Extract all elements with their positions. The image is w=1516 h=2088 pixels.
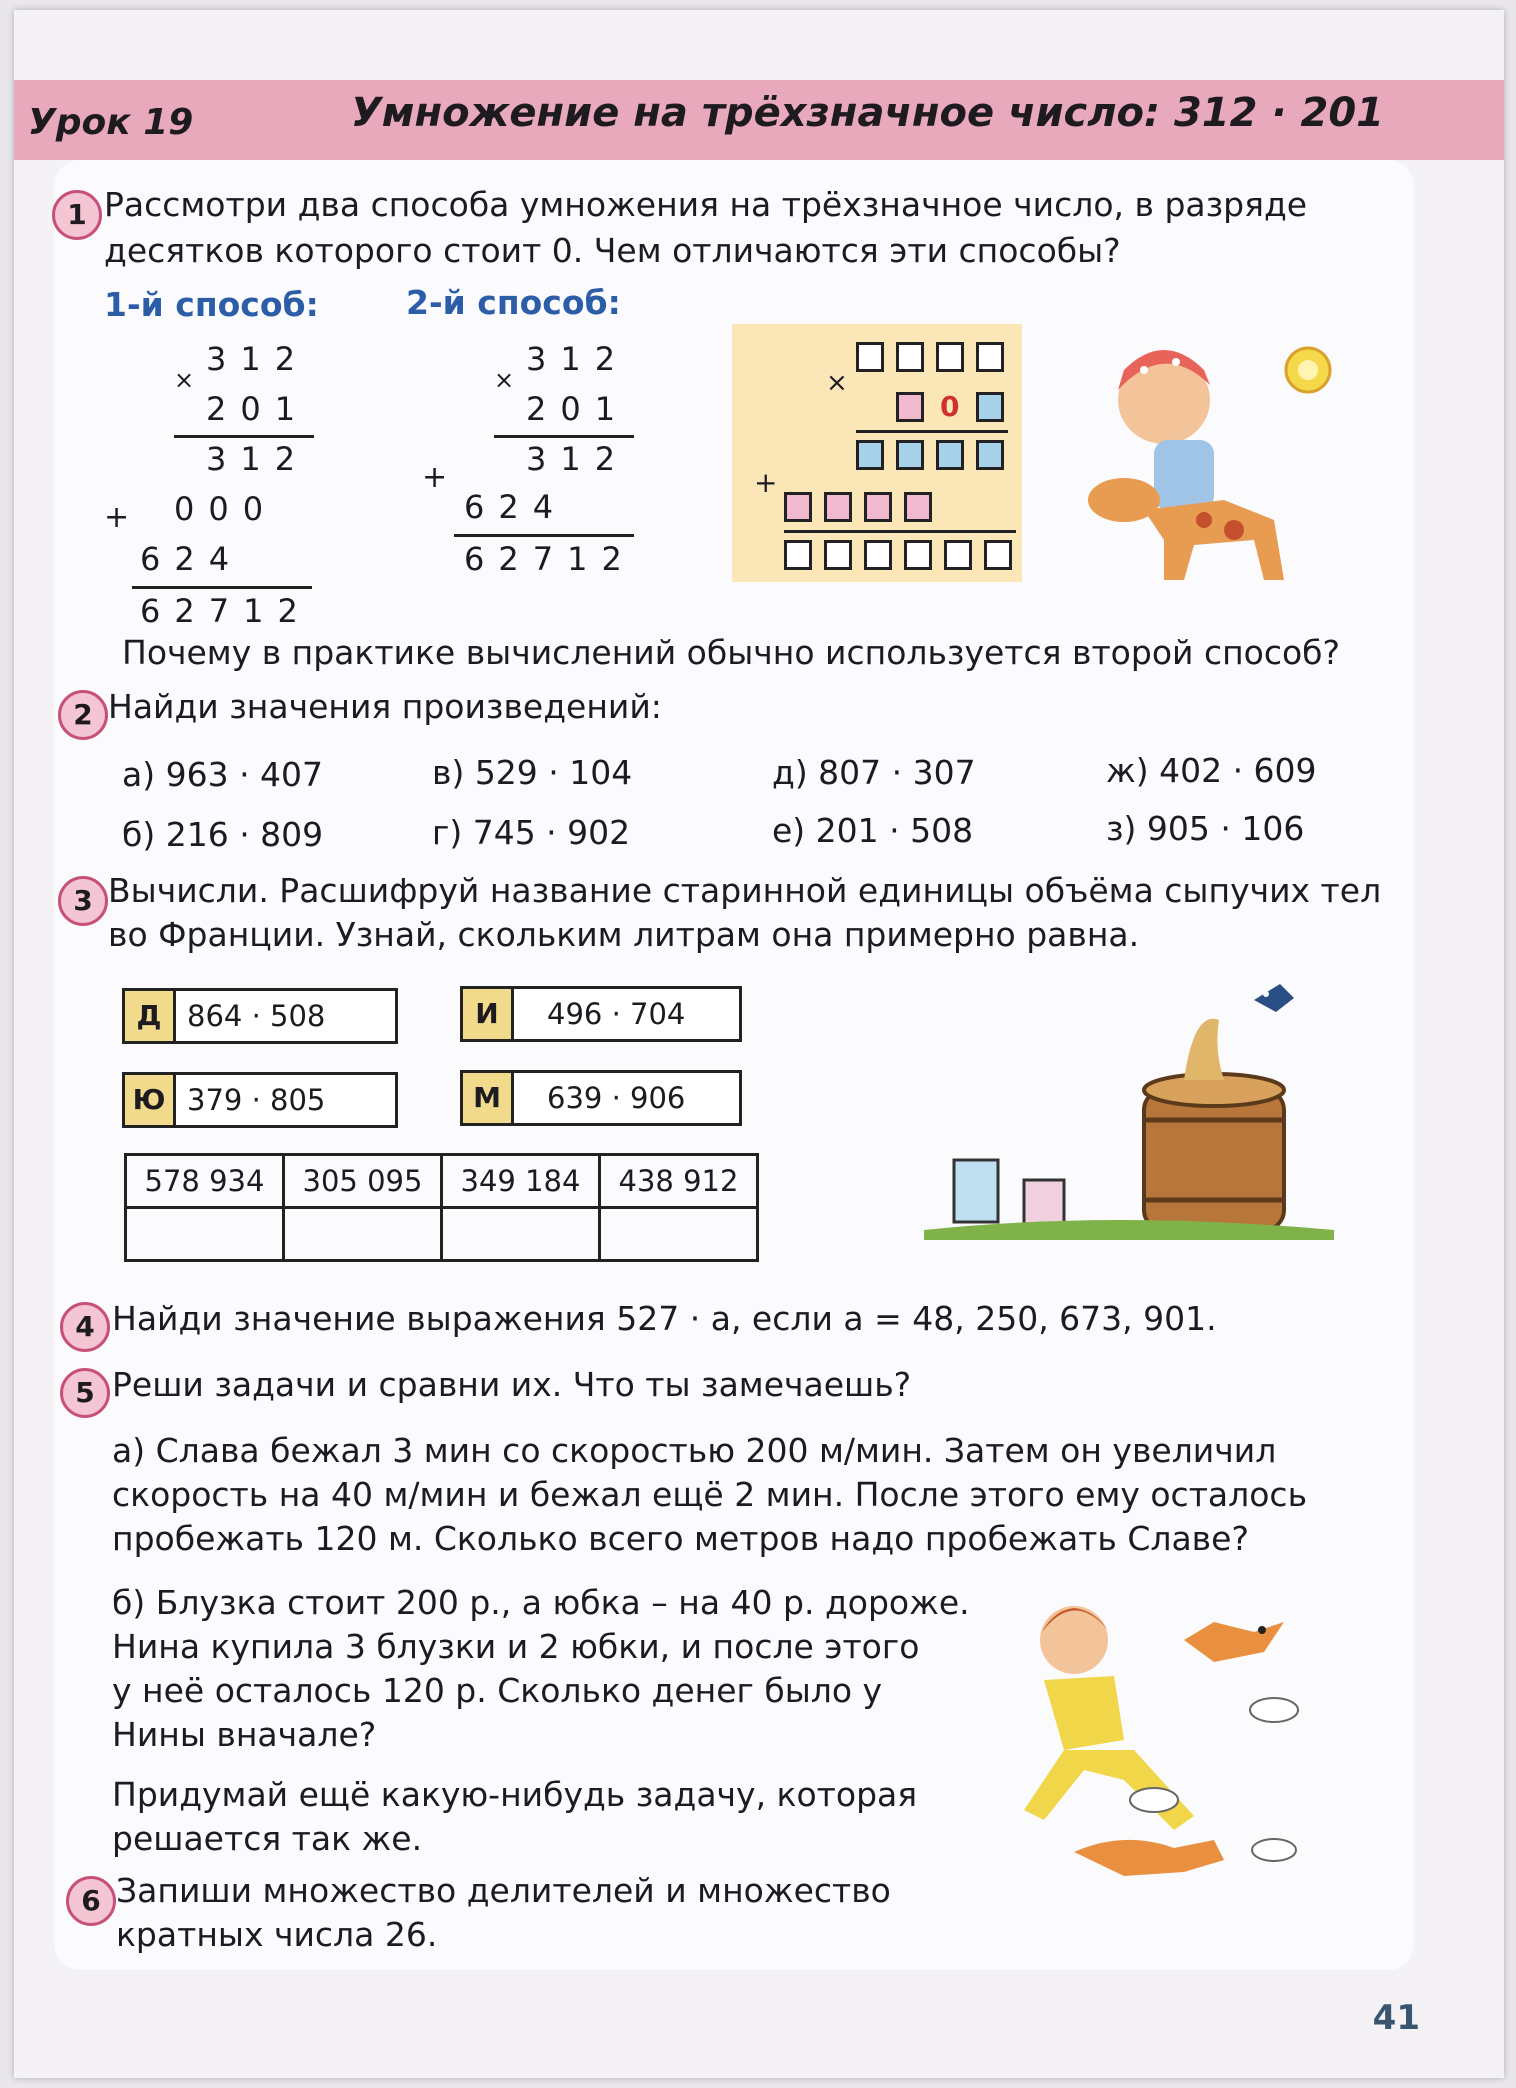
m1-factor-b: 201	[206, 390, 310, 428]
m1-line-1	[174, 435, 314, 438]
method2-label: 2-й способ:	[406, 283, 621, 322]
scheme-line-2	[784, 530, 1016, 533]
task-number-4: 4	[60, 1302, 110, 1352]
lesson-title: Умножение на трёхзначное число: 312 · 201	[350, 90, 1384, 136]
task3-text-line2: во Франции. Узнай, скольким литрам она примерно равна.	[108, 915, 1140, 954]
m1-partial-1: 312	[206, 440, 310, 478]
m2-factor-a: 312	[526, 340, 630, 378]
pirate-boy-with-dog-illustration	[1084, 330, 1344, 590]
m2-line-1	[494, 435, 634, 438]
m2-factor-b: 201	[526, 390, 630, 428]
answer-cell: 349 184	[442, 1155, 600, 1208]
scheme-box-pink	[896, 392, 924, 422]
cipher-expression: 496 · 704	[547, 997, 686, 1031]
empty-answer-cell	[442, 1208, 600, 1261]
scheme-plus-sign: +	[754, 466, 778, 499]
empty-answer-cell	[126, 1208, 284, 1261]
task2-item: б) 216 · 809	[122, 815, 324, 854]
scheme-box-pink	[784, 492, 812, 522]
scheme-box-blue	[936, 440, 964, 470]
cipher-expression: 639 · 906	[547, 1081, 686, 1115]
cipher-expression: 864 · 508	[187, 999, 326, 1033]
m2-partial-2: 624	[464, 488, 568, 526]
task5b-line4: Нины вначале?	[112, 1715, 377, 1754]
m2-multiply-sign: ×	[494, 366, 515, 394]
answer-cell: 578 934	[126, 1155, 284, 1208]
m2-plus-sign: +	[422, 460, 448, 495]
task2-item: ж) 402 · 609	[1106, 751, 1317, 790]
scheme-box-pink	[824, 492, 852, 522]
answer-table	[124, 1153, 759, 1262]
cipher-expression: 379 · 805	[187, 1083, 326, 1117]
m1-plus-sign: +	[104, 500, 130, 535]
task3-text-line1: Вычисли. Расшифруй название старинной единицы объёма сыпучих тел	[108, 871, 1382, 910]
scheme-box	[824, 540, 852, 570]
task4-text: Найди значение выражения 527 · a, если a = 48, 250, 673, 901.	[112, 1299, 1217, 1338]
task-number-1: 1	[52, 190, 102, 240]
task5-text: Реши задачи и сравни их. Что ты замечаешь?	[112, 1365, 912, 1404]
scheme-box	[896, 342, 924, 372]
task-number-2: 2	[58, 690, 108, 740]
task2-item: а) 963 · 407	[122, 755, 324, 794]
cipher-box-m	[460, 1070, 742, 1126]
task5c-line1: Придумай ещё какую-нибудь задачу, которая	[112, 1775, 918, 1814]
cipher-box-yu	[122, 1072, 398, 1128]
task5b-line1: б) Блузка стоит 200 р., а юбка – на 40 р. дороже.	[112, 1583, 970, 1622]
cipher-letter: Ю	[125, 1075, 176, 1125]
m1-partial-2: 000	[174, 490, 278, 528]
scheme-box	[936, 342, 964, 372]
task1-text-line1: Рассмотри два способа умножения на трёхзначное число, в разряде	[104, 185, 1308, 224]
m2-line-2	[454, 534, 634, 537]
scheme-multiply-sign: ×	[826, 368, 848, 398]
scheme-box-blue	[896, 440, 924, 470]
method1-label: 1-й способ:	[104, 285, 319, 324]
scheme-box-blue	[976, 392, 1004, 422]
task2-item: е) 201 · 508	[772, 811, 974, 850]
task-number-6: 6	[66, 1876, 116, 1926]
task2-item: з) 905 · 106	[1106, 809, 1305, 848]
scheme-line-1	[856, 430, 1008, 433]
scheme-box	[856, 342, 884, 372]
m1-line-2	[132, 586, 312, 589]
task-number-5: 5	[60, 1368, 110, 1418]
scheme-zero: 0	[940, 390, 960, 423]
scheme-box	[976, 342, 1004, 372]
empty-answer-cell	[284, 1208, 442, 1261]
scheme-box-blue	[856, 440, 884, 470]
cipher-box-d	[122, 988, 398, 1044]
answer-cell: 305 095	[284, 1155, 442, 1208]
task5a-line2: скорость на 40 м/мин и бежал ещё 2 мин. После этого ему осталось	[112, 1475, 1308, 1514]
scheme-box	[984, 540, 1012, 570]
m1-result: 62712	[140, 592, 312, 630]
m1-factor-a: 312	[206, 340, 310, 378]
task6-line2: кратных числа 26.	[116, 1915, 438, 1954]
empty-answer-cell	[600, 1208, 758, 1261]
scheme-box-pink	[904, 492, 932, 522]
answer-cell: 438 912	[600, 1155, 758, 1208]
task5a-line1: а) Слава бежал 3 мин со скоростью 200 м/мин. Затем он увеличил	[112, 1431, 1277, 1470]
m1-multiply-sign: ×	[174, 366, 195, 394]
m2-partial-1: 312	[526, 440, 630, 478]
running-boy-with-dogs-illustration	[1004, 1580, 1364, 1920]
textbook-page	[14, 10, 1504, 2078]
task2-item: г) 745 · 902	[432, 813, 631, 852]
scheme-box-pink	[864, 492, 892, 522]
m2-result: 62712	[464, 540, 636, 578]
cipher-letter: М	[463, 1073, 514, 1123]
task5c-line2: решается так же.	[112, 1819, 423, 1858]
scheme-box	[864, 540, 892, 570]
task2-item: в) 529 · 104	[432, 753, 633, 792]
barrel-and-buckets-illustration	[914, 970, 1344, 1250]
cipher-letter: Д	[125, 991, 176, 1041]
m1-partial-3: 624	[140, 540, 244, 578]
task-number-3: 3	[58, 876, 108, 926]
task2-item: д) 807 · 307	[772, 753, 976, 792]
lesson-number: Урок 19	[28, 102, 194, 143]
cipher-letter: И	[463, 989, 514, 1039]
scheme-box	[784, 540, 812, 570]
page-number: 41	[1372, 1998, 1420, 2038]
task1-text-line2: десятков которого стоит 0. Чем отличаются эти способы?	[104, 231, 1121, 270]
task2-text: Найди значения произведений:	[108, 687, 662, 726]
task5b-line2: Нина купила 3 блузки и 2 юбки, и после этого	[112, 1627, 920, 1666]
task5a-line3: пробежать 120 м. Сколько всего метров надо пробежать Славе?	[112, 1519, 1249, 1558]
task6-line1: Запиши множество делителей и множество	[116, 1871, 891, 1910]
scheme-box	[944, 540, 972, 570]
scheme-box	[904, 540, 932, 570]
cipher-box-i	[460, 986, 742, 1042]
scheme-box-blue	[976, 440, 1004, 470]
task1-question: Почему в практике вычислений обычно используется второй способ?	[122, 633, 1341, 672]
task5b-line3: у неё осталось 120 р. Сколько денег было у	[112, 1671, 883, 1710]
